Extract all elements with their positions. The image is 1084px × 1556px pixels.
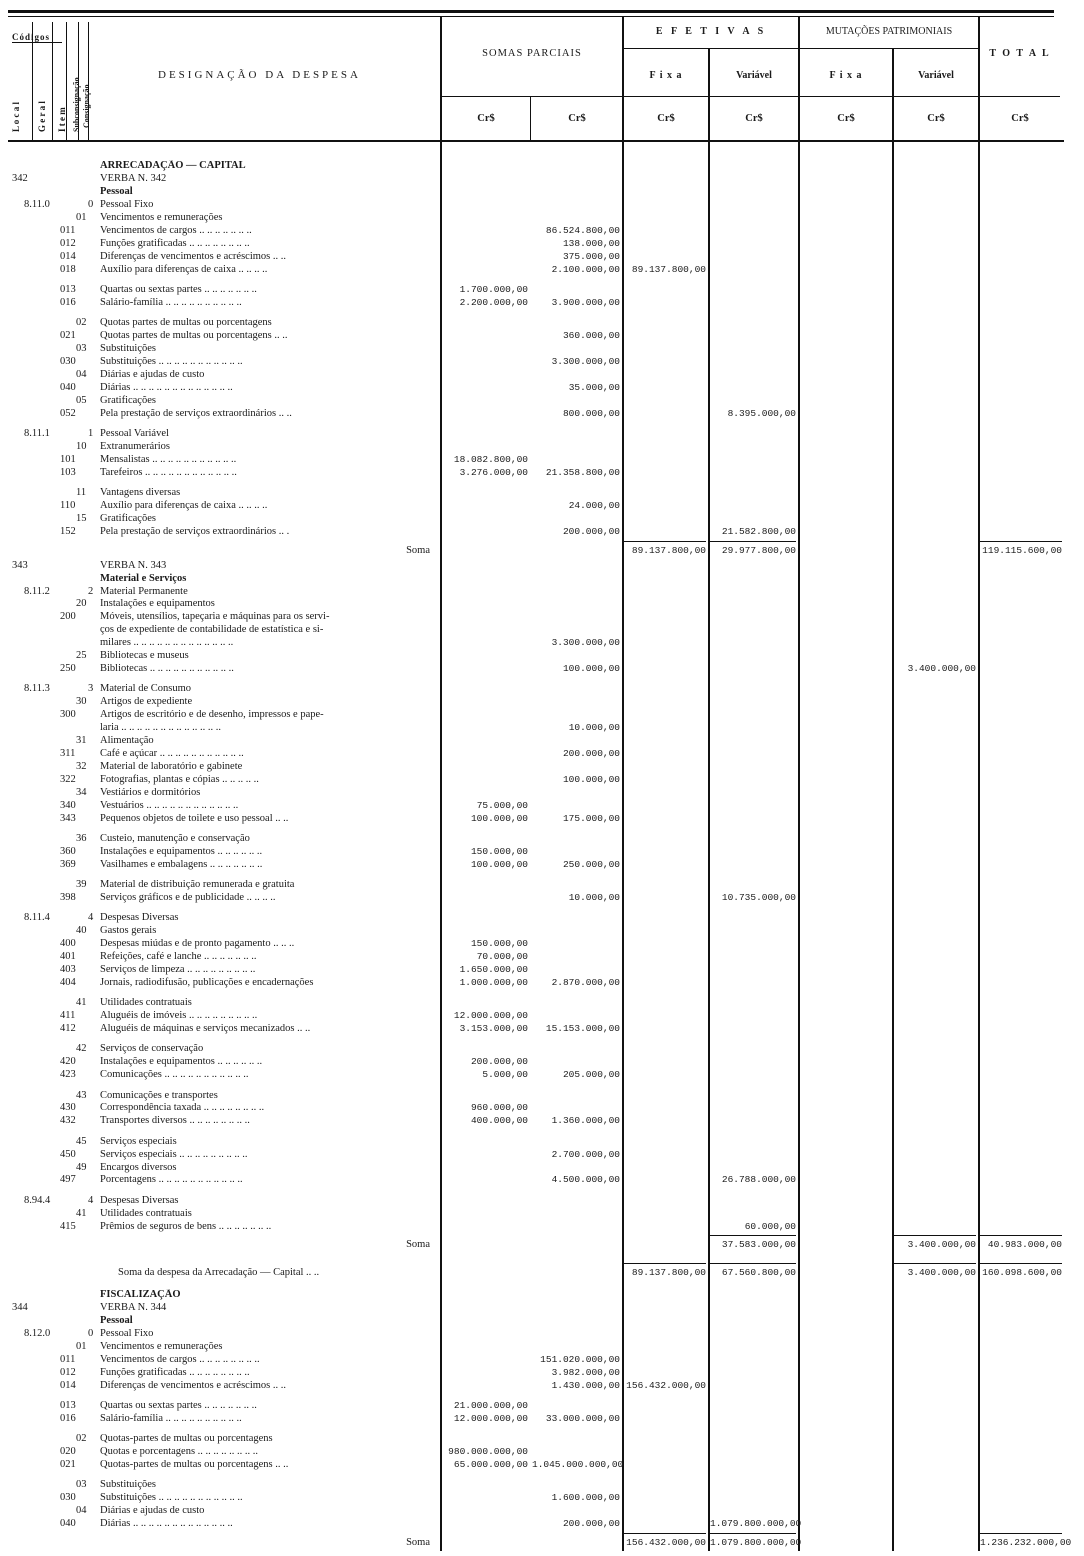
row-description: Material e Serviços (100, 572, 187, 584)
row-description: Quotas partes de multas ou porcentagens .. .. (100, 329, 288, 341)
row-description: Gratificações (100, 394, 156, 406)
efetivas-header: E F E T I V A S (655, 26, 767, 37)
cr-header-4: Cr$ (745, 113, 763, 124)
row-description: Utilidades contratuais (100, 1207, 192, 1219)
row-subcode: 322 (60, 774, 76, 786)
amount-ev: 10.735.000,00 (721, 892, 796, 904)
row-description: Aluguéis de imóveis .. .. .. .. .. .. .. .. .. (100, 1010, 258, 1022)
row-description: Quotas-partes de multas ou porcentagens .. .. (100, 1459, 289, 1471)
row-description: milares .. .. .. .. .. .. .. .. .. .. .. .. .. (100, 637, 234, 649)
row-subcode: 021 (60, 1459, 76, 1471)
row-description: Vestiários e dormitórios (100, 787, 201, 799)
row-description: Diárias .. .. .. .. .. .. .. .. .. .. .. .. .. (100, 1518, 233, 1530)
row-description: Vencimentos e remunerações (100, 1341, 223, 1353)
amount-ev: 67.560.800,00 (721, 1267, 796, 1279)
mutacoes-header: MUTAÇÕES PATRIMONIAIS (825, 26, 953, 37)
amount-s1: 3.276.000,00 (459, 466, 528, 478)
row-subcode: 013 (60, 283, 76, 295)
row-description: Vencimentos de cargos .. .. .. .. .. .. .. (100, 224, 252, 236)
amount-s2: 4.500.000,00 (551, 1174, 620, 1186)
row-subcode: 030 (60, 1492, 76, 1504)
amount-s2: 2.100.000,00 (551, 263, 620, 275)
row-subcode: 40 (76, 925, 87, 937)
row-description: Salário-família .. .. .. .. .. .. .. .. .. .. (100, 1413, 242, 1425)
amount-mv: 3.400.000,00 (907, 1239, 976, 1251)
row-subcode: 32 (76, 761, 87, 773)
amount-s1: 18.082.800,00 (453, 453, 528, 465)
row-description: Quotas partes de multas ou porcentagens (100, 316, 272, 328)
row-description: Comunicações e transportes (100, 1089, 218, 1101)
row-subcode: 49 (76, 1161, 87, 1173)
total-header: T O T A L (989, 48, 1051, 59)
amount-s2: 200.000,00 (562, 525, 620, 537)
row-subcode: 300 (60, 709, 76, 721)
row-subcode: 016 (60, 1413, 76, 1425)
row-subcode: 41 (76, 1207, 87, 1219)
row-description: Despesas miúdas e de pronto pagamento .. .. .. (100, 938, 295, 950)
row-subcode: 343 (60, 813, 76, 825)
row-description: Móveis, utensílios, tapeçaria e máquinas para os servi- (100, 611, 330, 623)
row-subcode: 3 (88, 683, 94, 695)
amount-s2: 2.700.000,00 (551, 1148, 620, 1160)
row-subcode: 03 (76, 342, 87, 354)
efetivas-variavel-header: Variável (736, 70, 772, 81)
row-description: Extranumerários (100, 440, 170, 452)
row-subcode: 415 (60, 1220, 76, 1232)
amount-ev: 1.079.800.000,00 (710, 1537, 802, 1549)
amount-ef: 156.432.000,00 (626, 1537, 706, 1549)
amount-s1: 75.000,00 (476, 800, 528, 812)
amount-s2: 1.430.000,00 (551, 1380, 620, 1392)
amount-ef: 89.137.800,00 (631, 544, 706, 556)
row-code: 8.12.0 (24, 1328, 51, 1340)
amount-ef: 156.432.000,00 (626, 1380, 706, 1392)
row-subcode: 15 (76, 512, 87, 524)
mutacoes-variavel-header: Variável (918, 70, 954, 81)
row-subcode: 1 (88, 427, 94, 439)
row-subcode: 360 (60, 846, 76, 858)
amount-s2: 86.524.800,00 (545, 224, 620, 236)
amount-s2: 360.000,00 (562, 329, 620, 341)
row-description: Substituições (100, 1479, 157, 1491)
row-description: Material de distribuição remunerada e gratuita (100, 879, 295, 891)
row-subcode: 014 (60, 1380, 76, 1392)
row-subcode: 040 (60, 381, 76, 393)
row-subcode: 01 (76, 211, 87, 223)
amount-s1: 70.000,00 (476, 951, 528, 963)
amount-s2: 33.000.000,00 (545, 1413, 620, 1425)
designacao-header: DESIGNAÇÃO DA DESPESA (158, 69, 361, 81)
row-code: 344 (12, 1302, 28, 1314)
row-description: Bibliotecas .. .. .. .. .. .. .. .. .. .. .. (100, 663, 234, 675)
row-subcode: 012 (60, 237, 76, 249)
amount-s2: 250.000,00 (562, 859, 620, 871)
row-description: Pessoal (100, 1315, 133, 1327)
row-code: 8.11.4 (24, 912, 50, 924)
row-description: Pessoal (100, 185, 133, 197)
row-description: Vasilhames e embalagens .. .. .. .. .. .. .. (100, 859, 263, 871)
amount-s1: 150.000,00 (470, 846, 528, 858)
row-code: 342 (12, 172, 28, 184)
row-subcode: 450 (60, 1148, 76, 1160)
row-description: Quotas e porcentagens .. .. .. .. .. .. .. .. (100, 1446, 259, 1458)
codigos-header: Códigos (12, 32, 51, 42)
amount-ev: 26.788.000,00 (721, 1174, 796, 1186)
row-description: Encargos diversos (100, 1161, 177, 1173)
row-description: Bibliotecas e museus (100, 650, 189, 662)
row-description: Pela prestação de serviços extraordinários .. .. (100, 407, 292, 419)
amount-ev: 60.000,00 (744, 1220, 796, 1232)
amount-s2: 205.000,00 (562, 1069, 620, 1081)
somas-parciais-header: SOMAS PARCIAIS (482, 48, 582, 59)
amount-s1: 100.000,00 (470, 813, 528, 825)
header-bottom-rule (8, 140, 1064, 142)
row-subcode: 011 (60, 224, 76, 236)
row-code: 8.11.0 (24, 198, 50, 210)
row-description: Café e açúcar .. .. .. .. .. .. .. .. .. .. .. (100, 748, 244, 760)
col-local-header: L o c a l (11, 101, 21, 132)
row-subcode: 05 (76, 394, 87, 406)
row-subcode: 340 (60, 800, 76, 812)
amount-s2: 175.000,00 (562, 813, 620, 825)
row-description: Material Permanente (100, 585, 188, 597)
amount-s2: 15.153.000,00 (545, 1023, 620, 1035)
amount-ev: 37.583.000,00 (721, 1239, 796, 1251)
row-description: Pessoal Fixo (100, 1328, 154, 1340)
row-subcode: 412 (60, 1023, 76, 1035)
row-description: Correspondência taxada .. .. .. .. .. .. .. .. (100, 1102, 265, 1114)
row-subcode: 41 (76, 997, 87, 1009)
row-description: Substituições .. .. .. .. .. .. .. .. .. .. .. (100, 355, 243, 367)
row-subcode: 103 (60, 466, 76, 478)
row-subcode: 30 (76, 696, 87, 708)
row-subcode: 020 (60, 1446, 76, 1458)
row-description: Pela prestação de serviços extraordinários .. . (100, 525, 290, 537)
row-subcode: 369 (60, 859, 76, 871)
cr-header-1: Cr$ (477, 113, 495, 124)
row-subcode: 403 (60, 964, 76, 976)
row-subcode: 25 (76, 650, 87, 662)
row-description: Serviços especiais (100, 1135, 177, 1147)
amount-s1: 1.650.000,00 (459, 964, 528, 976)
row-description: Quartas ou sextas partes .. .. .. .. .. .. .. (100, 1400, 257, 1412)
row-subcode: 011 (60, 1354, 76, 1366)
mutacoes-fixa-header: F i x a (829, 70, 863, 81)
row-description: Aluguéis de máquinas e serviços mecanizados .. .. (100, 1023, 311, 1035)
amount-s2: 3.900.000,00 (551, 296, 620, 308)
row-code: 343 (12, 559, 28, 571)
col-subconsignacao-header: Subconsignação (72, 77, 81, 132)
row-subcode: 021 (60, 329, 76, 341)
row-subcode: 4 (88, 1194, 94, 1206)
row-subcode: 497 (60, 1174, 76, 1186)
row-description: Diárias e ajudas de custo (100, 1505, 205, 1517)
row-description: Serviços de limpeza .. .. .. .. .. .. .. .. .. (100, 964, 256, 976)
amount-s2: 10.000,00 (568, 722, 620, 734)
amount-s2: 3.982.000,00 (551, 1367, 620, 1379)
row-description: VERBA N. 344 (100, 1302, 167, 1314)
amount-mv: 3.400.000,00 (907, 663, 976, 675)
row-description: Diárias e ajudas de custo (100, 368, 205, 380)
row-subcode: 45 (76, 1135, 87, 1147)
amount-s1: 1.700.000,00 (459, 283, 528, 295)
amount-tot: 1.236.232.000,00 (980, 1537, 1072, 1549)
amount-s2: 3.300.000,00 (551, 637, 620, 649)
row-subcode: 34 (76, 787, 87, 799)
amount-s1: 400.000,00 (470, 1115, 528, 1127)
row-description: Instalações e equipamentos .. .. .. .. .. .. (100, 1056, 263, 1068)
row-description: Fotografias, plantas e cópias .. .. .. .. .. (100, 774, 259, 786)
row-description: Pessoal Fixo (100, 198, 154, 210)
amount-s1: 3.153.000,00 (459, 1023, 528, 1035)
row-subcode: 411 (60, 1010, 76, 1022)
cr-header-6: Cr$ (927, 113, 945, 124)
amount-s2: 100.000,00 (562, 663, 620, 675)
row-subcode: 200 (60, 611, 76, 623)
row-description: Artigos de escritório e de desenho, impressos e pape- (100, 709, 324, 721)
row-description: Despesas Diversas (100, 1194, 179, 1206)
row-subcode: 014 (60, 250, 76, 262)
row-description: Vencimentos e remunerações (100, 211, 223, 223)
row-description: Gratificações (100, 512, 156, 524)
row-subcode: 04 (76, 1505, 87, 1517)
row-description: Serviços de conservação (100, 1043, 204, 1055)
amount-ev: 8.395.000,00 (727, 407, 796, 419)
amount-s1: 5.000,00 (482, 1069, 528, 1081)
row-code: 8.11.3 (24, 683, 50, 695)
amount-s1: 100.000,00 (470, 859, 528, 871)
row-subcode: 040 (60, 1518, 76, 1530)
row-subcode: 01 (76, 1341, 87, 1353)
row-description: Instalações e equipamentos .. .. .. .. .. .. (100, 846, 263, 858)
col-item-header: I t e m (57, 107, 67, 132)
amount-s1: 960.000,00 (470, 1102, 528, 1114)
soma-label: Soma (406, 1239, 430, 1251)
row-subcode: 0 (88, 1328, 94, 1340)
row-description: Substituições (100, 342, 157, 354)
amount-s1: 150.000,00 (470, 938, 528, 950)
row-description: Vantagens diversas (100, 486, 181, 498)
row-subcode: 052 (60, 407, 76, 419)
row-subcode: 420 (60, 1056, 76, 1068)
row-subcode: 4 (88, 912, 94, 924)
row-subcode: 432 (60, 1115, 76, 1127)
amount-s1: 2.200.000,00 (459, 296, 528, 308)
row-description: Gastos gerais (100, 925, 157, 937)
row-subcode: 43 (76, 1089, 87, 1101)
soma-label: Soma (406, 544, 430, 556)
amount-s1: 12.000.000,00 (453, 1010, 528, 1022)
row-code: 8.11.2 (24, 585, 50, 597)
amount-s1: 200.000,00 (470, 1056, 528, 1068)
row-description: Refeições, café e lanche .. .. .. .. .. .. .. (100, 951, 257, 963)
amount-s2: 200.000,00 (562, 1518, 620, 1530)
row-subcode: 20 (76, 598, 87, 610)
row-subcode: 423 (60, 1069, 76, 1081)
row-description: Auxílio para diferenças de caixa .. .. .. .. (100, 499, 268, 511)
row-description: Substituições .. .. .. .. .. .. .. .. .. .. .. (100, 1492, 243, 1504)
row-description: Despesas Diversas (100, 912, 179, 924)
row-subcode: 152 (60, 525, 76, 537)
row-subcode: 02 (76, 316, 87, 328)
row-subcode: 42 (76, 1043, 87, 1055)
amount-s2: 1.600.000,00 (551, 1492, 620, 1504)
row-description: Auxílio para diferenças de caixa .. .. .. .. (100, 263, 268, 275)
row-subcode: 39 (76, 879, 87, 891)
amount-s2: 151.020.000,00 (540, 1354, 620, 1366)
row-description: Custeio, manutenção e conservação (100, 833, 250, 845)
row-subcode: 400 (60, 938, 76, 950)
row-description: ARRECADAÇÃO — CAPITAL (100, 160, 246, 171)
row-subcode: 2 (88, 585, 94, 597)
row-subcode: 401 (60, 951, 76, 963)
row-description: VERBA N. 343 (100, 559, 167, 571)
row-subcode: 016 (60, 296, 76, 308)
amount-s2: 2.870.000,00 (551, 977, 620, 989)
row-code: 8.94.4 (24, 1194, 51, 1206)
row-description: Instalações e equipamentos (100, 598, 215, 610)
col-geral-header: G e r a l (37, 101, 47, 132)
row-description: Transportes diversos .. .. .. .. .. .. .. .. (100, 1115, 250, 1127)
row-subcode: 36 (76, 833, 87, 845)
row-code: 8.11.1 (24, 427, 50, 439)
row-subcode: 03 (76, 1479, 87, 1491)
amount-s2: 21.358.800,00 (545, 466, 620, 478)
row-subcode: 11 (76, 486, 87, 498)
efetivas-fixa-header: F i x a (649, 70, 683, 81)
row-subcode: 311 (60, 748, 76, 760)
row-description: Porcentagens .. .. .. .. .. .. .. .. .. .. .. (100, 1174, 243, 1186)
cr-header-5: Cr$ (837, 113, 855, 124)
amount-s2: 375.000,00 (562, 250, 620, 262)
row-description: Funções gratificadas .. .. .. .. .. .. .. .. (100, 1367, 250, 1379)
row-description: FISCALIZAÇÃO (100, 1289, 181, 1301)
row-subcode: 012 (60, 1367, 76, 1379)
row-description: Pequenos objetos de toilete e uso pessoal .. .. (100, 813, 289, 825)
row-description: Prêmios de seguros de bens .. .. .. .. .. .. .. (100, 1220, 272, 1232)
amount-s2: 800.000,00 (562, 407, 620, 419)
amount-s2: 100.000,00 (562, 774, 620, 786)
amount-s1: 12.000.000,00 (453, 1413, 528, 1425)
row-description: laria .. .. .. .. .. .. .. .. .. .. .. .. .. (100, 722, 222, 734)
row-description: Jornais, radiodifusão, publicações e encadernações (100, 977, 314, 989)
amount-ef: 89.137.800,00 (631, 1267, 706, 1279)
row-subcode: 04 (76, 368, 87, 380)
amount-s2: 35.000,00 (568, 381, 620, 393)
row-description: Diferenças de vencimentos e acréscimos .. .. (100, 250, 287, 262)
row-subcode: 030 (60, 355, 76, 367)
row-description: Salário-família .. .. .. .. .. .. .. .. .. .. (100, 296, 242, 308)
top-border-thin (8, 16, 1054, 17)
row-description: ços de expediente de contabilidade de estatística e si- (100, 624, 324, 636)
cr-header-3: Cr$ (657, 113, 675, 124)
row-description: Comunicações .. .. .. .. .. .. .. .. .. .. .. (100, 1069, 249, 1081)
row-subcode: 430 (60, 1102, 76, 1114)
amount-tot: 119.115.600,00 (982, 544, 1062, 556)
amount-s2: 24.000,00 (568, 499, 620, 511)
row-description: Material de Consumo (100, 683, 191, 695)
row-description: Serviços especiais .. .. .. .. .. .. .. .. .. (100, 1148, 248, 1160)
amount-s2: 200.000,00 (562, 748, 620, 760)
amount-ef: 89.137.800,00 (631, 263, 706, 275)
row-description: Funções gratificadas .. .. .. .. .. .. .. .. (100, 237, 250, 249)
soma-label: Soma (406, 1537, 430, 1549)
amount-s2: 138.000,00 (562, 237, 620, 249)
col-consignacao-header: Consignação (82, 84, 91, 128)
row-subcode: 02 (76, 1433, 87, 1445)
amount-ev: 29.977.800,00 (721, 544, 796, 556)
amount-tot: 40.983.000,00 (987, 1239, 1062, 1251)
amount-ev: 1.079.800.000,00 (710, 1518, 802, 1530)
row-subcode: 101 (60, 453, 76, 465)
amount-s2: 10.000,00 (568, 892, 620, 904)
row-subcode: 404 (60, 977, 76, 989)
row-subcode: 110 (60, 499, 76, 511)
row-description: Diferenças de vencimentos e acréscimos .. .. (100, 1380, 287, 1392)
row-description: Tarefeiros .. .. .. .. .. .. .. .. .. .. .. .. (100, 466, 237, 478)
amount-s1: 980.000.000,00 (448, 1446, 528, 1458)
top-border (8, 10, 1054, 13)
row-subcode: 398 (60, 892, 76, 904)
row-description: Vestuários .. .. .. .. .. .. .. .. .. .. .. .. (100, 800, 239, 812)
row-subcode: 0 (88, 198, 94, 210)
row-description: Quartas ou sextas partes .. .. .. .. .. .. .. (100, 283, 257, 295)
amount-ev: 21.582.800,00 (721, 525, 796, 537)
row-description: Vencimentos de cargos .. .. .. .. .. .. .. .. (100, 1354, 260, 1366)
row-subcode: 10 (76, 440, 87, 452)
amount-s1: 21.000.000,00 (453, 1400, 528, 1412)
row-description: Diárias .. .. .. .. .. .. .. .. .. .. .. .. .. (100, 381, 233, 393)
amount-s1: 65.000.000,00 (453, 1459, 528, 1471)
amount-s2: 1.360.000,00 (551, 1115, 620, 1127)
cr-header-2: Cr$ (568, 113, 586, 124)
row-subcode: 250 (60, 663, 76, 675)
row-description: Mensalistas .. .. .. .. .. .. .. .. .. .. .. (100, 453, 237, 465)
row-subcode: 013 (60, 1400, 76, 1412)
row-description: Serviços gráficos e de publicidade .. .. .. .. (100, 892, 276, 904)
amount-s1: 1.000.000,00 (459, 977, 528, 989)
amount-s2: 1.045.000.000,00 (532, 1459, 624, 1471)
amount-s2: 3.300.000,00 (551, 355, 620, 367)
row-description: Material de laboratório e gabinete (100, 761, 243, 773)
soma-label: Soma da despesa da Arrecadação — Capital .. .. (118, 1267, 320, 1279)
row-subcode: 018 (60, 263, 76, 275)
cr-header-7: Cr$ (1011, 113, 1029, 124)
row-description: Alimentação (100, 735, 154, 747)
row-subcode: 31 (76, 735, 87, 747)
row-description: Pessoal Variável (100, 427, 169, 439)
row-description: Quotas-partes de multas ou porcentagens (100, 1433, 273, 1445)
row-description: Utilidades contratuais (100, 997, 192, 1009)
row-description: Artigos de expediente (100, 696, 193, 708)
amount-tot: 160.098.600,00 (982, 1267, 1062, 1279)
row-description: VERBA N. 342 (100, 172, 167, 184)
amount-mv: 3.400.000,00 (907, 1267, 976, 1279)
